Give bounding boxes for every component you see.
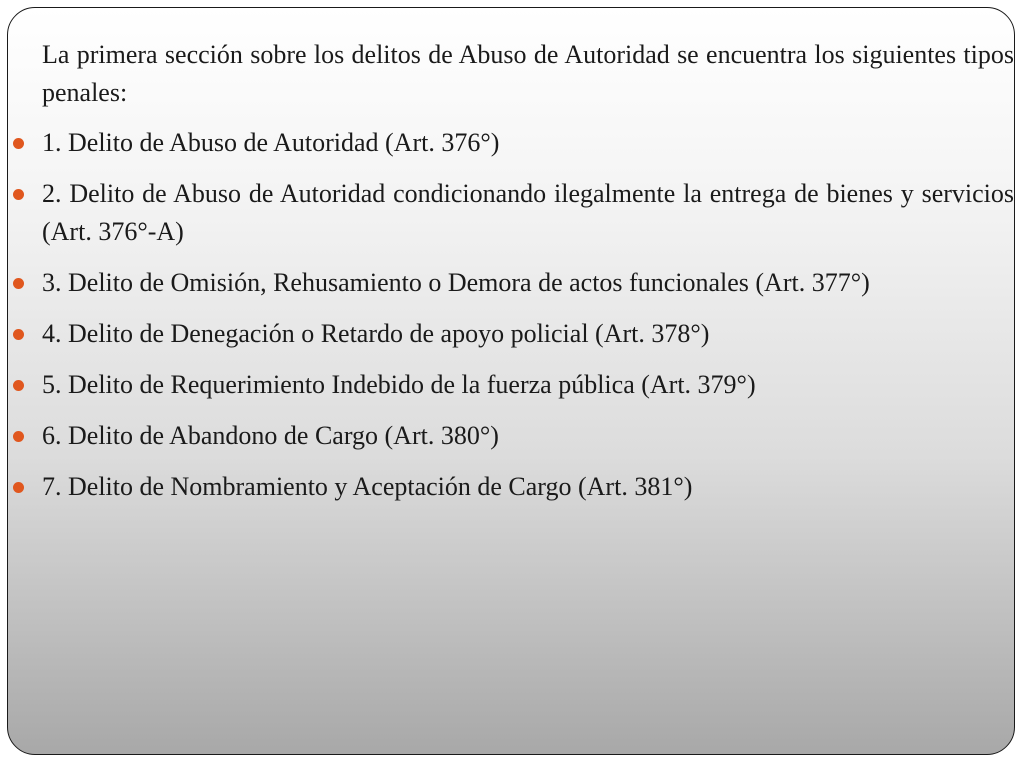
list-item-text: 7. Delito de Nombramiento y Aceptación de Cargo (Art. 381°) bbox=[42, 472, 693, 501]
slide-frame bbox=[7, 7, 1015, 755]
bullet-icon bbox=[13, 380, 24, 391]
list-item bbox=[42, 366, 1014, 404]
list-item bbox=[42, 468, 1014, 506]
bullet-icon bbox=[13, 431, 24, 442]
bullet-icon bbox=[13, 278, 24, 289]
list-item bbox=[42, 124, 1014, 162]
list-item-text: 2. Delito de Abuso de Autoridad condicionando ilegalmente la entrega de bienes y servicios (Art. 376°-A) bbox=[42, 179, 1014, 246]
slide-content bbox=[42, 36, 1014, 519]
list-item-text: 6. Delito de Abandono de Cargo (Art. 380°) bbox=[42, 421, 499, 450]
bullet-icon bbox=[13, 329, 24, 340]
list-item-text: 4. Delito de Denegación o Retardo de apoyo policial (Art. 378°) bbox=[42, 319, 710, 348]
list-item-text: 1. Delito de Abuso de Autoridad (Art. 376°) bbox=[42, 128, 500, 157]
list-item-text: 3. Delito de Omisión, Rehusamiento o Demora de actos funcionales (Art. 377°) bbox=[42, 268, 870, 297]
list-item-text: 5. Delito de Requerimiento Indebido de la fuerza pública (Art. 379°) bbox=[42, 370, 756, 399]
list-item bbox=[42, 315, 1014, 353]
bullet-icon bbox=[13, 482, 24, 493]
bullet-icon bbox=[13, 138, 24, 149]
list-item bbox=[42, 417, 1014, 455]
bullet-icon bbox=[13, 189, 24, 200]
list-item bbox=[42, 175, 1014, 251]
list-item bbox=[42, 264, 1014, 302]
intro-paragraph: La primera sección sobre los delitos de Abuso de Autoridad se encuentra los siguientes tipos penales: bbox=[42, 40, 1014, 107]
